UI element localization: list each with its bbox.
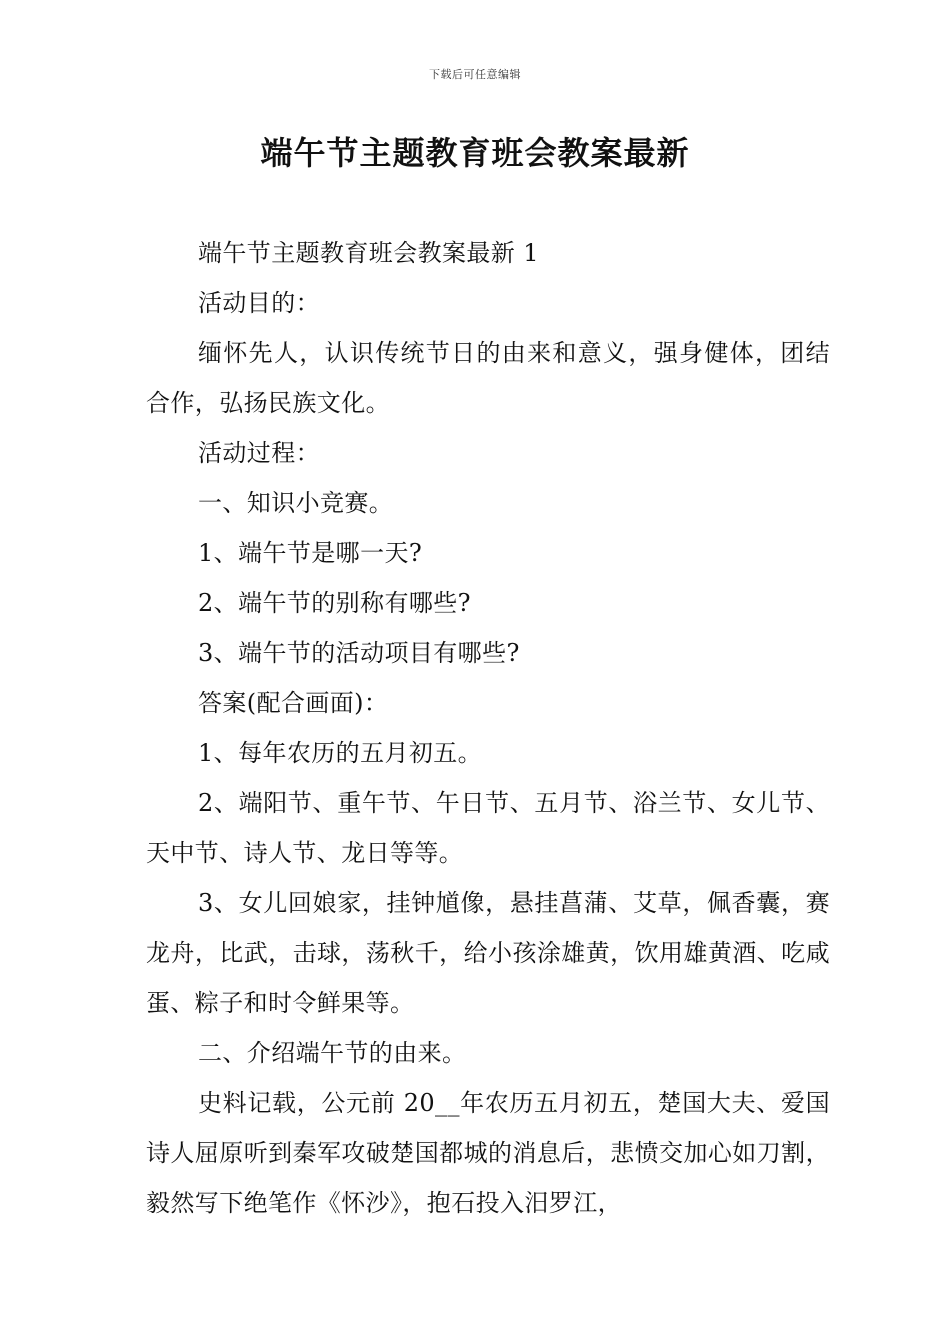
paragraph-question-2: 2、端午节的别称有哪些? (198, 589, 471, 617)
paragraph-question-1: 1、端午节是哪一天? (198, 539, 423, 567)
paragraph-question-3: 3、端午节的活动项目有哪些? (198, 639, 520, 667)
header-note: 下载后可任意编辑 (429, 68, 521, 81)
paragraph-answers-heading: 答案(配合画面)： (198, 689, 389, 717)
document-body (146, 228, 830, 1228)
paragraph-section-two: 二、介绍端午节的由来。 (198, 1039, 467, 1067)
paragraph-subtitle: 端午节主题教育班会教案最新 1 (198, 239, 539, 267)
paragraph-process-heading: 活动过程： (198, 439, 320, 467)
document-title: 端午节主题教育班会教案最新 (260, 134, 690, 172)
paragraph-goal-text: 缅怀先人，认识传统节日的由来和意义，强身健体，团结合作，弘扬民族文化。 (146, 339, 830, 417)
paragraph-section-one: 一、知识小竞赛。 (198, 489, 394, 517)
paragraph-history: 史料记载，公元前 20__年农历五月初五，楚国大夫、爱国诗人屈原听到秦军攻破楚国都城的消息后，悲愤交加心如刀割，毅然写下绝笔作《怀沙》，抱石投入汨罗江， (146, 1089, 830, 1217)
paragraph-goal-heading: 活动目的： (198, 289, 320, 317)
paragraph-answer-2: 2、端阳节、重午节、午日节、五月节、浴兰节、女儿节、天中节、诗人节、龙日等等。 (146, 789, 830, 867)
paragraph-answer-1: 1、每年农历的五月初五。 (198, 739, 483, 767)
paragraph-answer-3: 3、女儿回娘家，挂钟馗像，悬挂菖蒲、艾草，佩香囊，赛龙舟，比武，击球，荡秋千，给小孩涂雄黄，饮用雄黄酒、吃咸蛋、粽子和时令鲜果等。 (146, 889, 830, 1017)
